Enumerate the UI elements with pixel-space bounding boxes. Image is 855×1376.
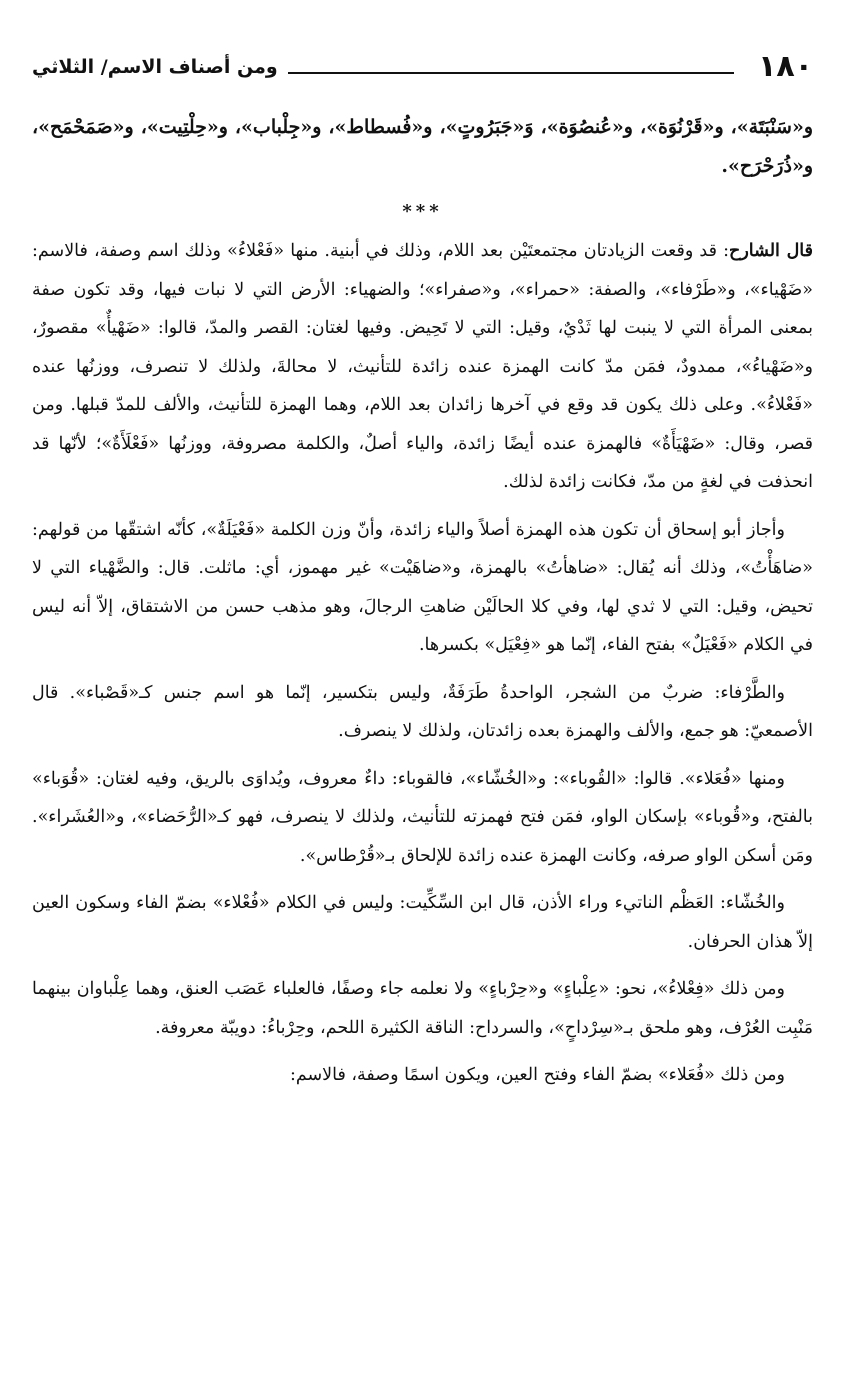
page-body bbox=[32, 108, 813, 1104]
paragraph-1 bbox=[32, 232, 813, 502]
speaker-label: قال الشارح bbox=[729, 241, 814, 261]
running-title: ومن أصناف الاسم/ الثلاثي bbox=[32, 56, 278, 78]
paragraph-1-text: : قد وقعت الزيادتان مجتمعتَيْن بعد اللام، وذلك في أبنية. منها «فَعْلاءُ» وذلك اسم وصفة، فالاسم: «ضَهْياء»، و«طَرْفاء»، والصفة: «حمراء»، و«صفراء»؛ والضهياء: الأرض التي لا نبات فيها، وقد تكون صفة بمعنى المرأة التي لا ينبت لها ثَدْيٌ، وقيل: التي لا تَحِيض. وفيها لغتان: القصر والمدّ، قالوا: «ضَهْيأٌ» مقصورٌ، و«ضَهْياءُ»، ممدودٌ، فمَن مدّ كانت الهمزة عنده زائدة للتأنيث، لا محالةَ، ولذلك لا تنصرف، ووزنُها عنده «فَعْلاءُ». وعلى ذلك يكون قد وقع في آخرها زائدان بعد اللام، وهما الهمزة للتأنيث، والألف للمدّ قبلها. ومن قصر، وقال: «ضَهْيَأَةٌ» فالهمزة عنده أيضًا زائدة، والياء أصلٌ، والكلمة مصروفة، ووزنُها «فَعْلَأَةٌ»؛ لأنّها قد انحذفت في لغةٍ من مدّ، فكانت زائدة لذلك. bbox=[32, 241, 813, 492]
page-number: ١٨٠ bbox=[758, 49, 813, 84]
paragraph-4: ومنها «فُعَلاء». قالوا: «القُوباء»: و«الخُشّاء»، فالقوباء: داءٌ معروف، ويُداوَى بالريق، وفيه لغتان: «قُوَباء» بالفتح، و«قُوباء» بإسكان الواو، فمَن فتح فهمزته للتأنيث، ولذلك لا ينصرف، فهو كـ«الرُّحَضاء»، و«العُشَراء». ومَن أسكن الواو صرفه، وكانت الهمزة عنده زائدة للإلحاق بـ«قُرْطاس». bbox=[32, 768, 813, 866]
paragraph-3: والطَّرْفاء: ضربٌ من الشجر، الواحدةُ طَرَفَةٌ، وليس بتكسير، إنّما هو اسم جنس كـ«قَصْباء». قال الأصمعيّ: هو جمع، والألف والهمزة بعده زائدتان، ولذلك لا ينصرف. bbox=[32, 682, 813, 741]
section-separator: *** bbox=[402, 201, 443, 222]
paragraph-7: ومن ذلك «فُعَلاء» بضمّ الفاء وفتح العين، ويكون اسمًا وصفة، فالاسم: bbox=[289, 1065, 785, 1085]
paragraph-2: وأجاز أبو إسحاق أن تكون هذه الهمزة أصلاً والياء زائدة، وأنّ وزن الكلمة «فَعْيَلَةٌ»، كأنّه اشتقّها من قولهم: «ضاهَأْتُ»، وذلك أنه يُقال: «ضاهأتُ» بالهمزة، و«ضاهَيْت» غير مهموز، أي: ماثلت. قال: والضَّهْياء التي لا تحيض، وقيل: التي لا ثدي لها، وفي كلا الحالَيْن ضاهتِ الرجالَ، وهو مذهب حسن من الاشتقاق، إلاّ أنه ليس في الكلام «فَعْيَلٌ» بفتح الفاء، إنّما هو «فِعْيَل» بكسرها. bbox=[32, 519, 813, 655]
page-header bbox=[32, 38, 813, 82]
header-rule bbox=[288, 72, 734, 74]
opening-list: و«سَنْبَتَة»، و«قَرْنُوَة»، و«عُنصُوَة»، وَ«جَبَرُوتٍ»، و«فُسطاط»، و«جِلْباب»، و«حِلْتِيت»، و«صَمَحْمَح»، و«ذُرَحْرَح». bbox=[32, 116, 813, 177]
paragraph-6: ومن ذلك «فِعْلاءُ»، نحو: «عِلْباءٍ» و«حِرْباءٍ» ولا نعلمه جاء وصفًا، فالعلباء عَصَب العنق، وهما عِلْباوان بينهما مَنْبِت العُرْف، وهو ملحق بـ«سِرْداحٍ»، والسرداح: الناقة الكثيرة اللحم، وحِرْباءُ: دويبّة معروفة. bbox=[32, 979, 813, 1038]
paragraph-5: والخُشّاء: العَظْم الناتيء وراء الأذن، قال ابن السِّكِّيت: وليس في الكلام «فُعْلاء» بضمّ الفاء وسكون العين إلاّ هذان الحرفان. bbox=[32, 893, 813, 952]
